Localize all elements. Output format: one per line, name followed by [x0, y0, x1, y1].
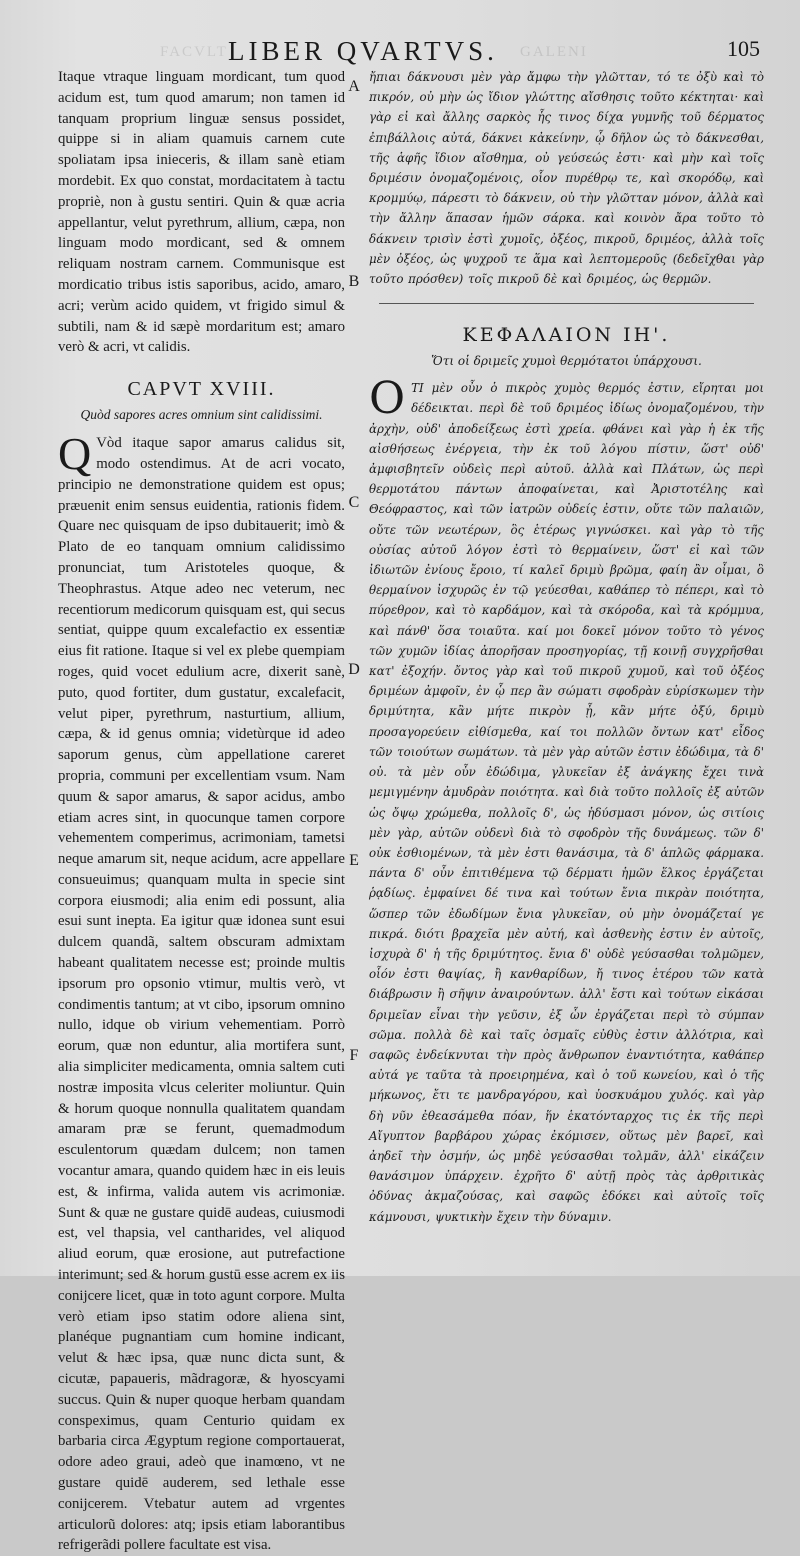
latin-paragraph-1: Itaque vtraque linguam mordicant, tum quod acidum est, tum quod amarum; non tamen id tanquam proprium linguæ sensus possidet, quippe si in aliam quamuis carnem cute spoliatam ipsa inieceris, & illam sanè etiam mordebit. Ex quo constat, mordacitatem à tactu propriè, non à gustu sentiri. Quin & quæ acria appellantur, velut pyrethrum, allium, cæpa, non linguam modo mordicant, sed & omnem reliquam nostram carnem. Communisque est mordicatio tribus istis saporibus, acido, amaro, acri; verùm acido quidem, vt frigido simul & subtili, nam & id sæpè mordaritum est; amaro verò & acri, vt calidis.	[58, 69, 345, 356]
bleed-through-text-right: GALENI	[520, 44, 588, 60]
latin-drop-cap: Q	[58, 428, 92, 480]
running-title: LIBER QVARTVS.	[228, 36, 498, 66]
section-rule	[379, 303, 754, 304]
latin-column	[58, 67, 345, 1554]
margin-marker-a: A	[348, 78, 360, 95]
greek-drop-cap: Ο	[369, 373, 406, 425]
margin-marker-c: C	[348, 494, 360, 511]
page-number: 105	[727, 36, 760, 61]
page-header	[0, 30, 800, 70]
latin-chapter-subtitle: Quòd sapores acres omnium sint calidissimi.	[80, 407, 323, 423]
greek-paragraph-1: ἤπιαι δάκνουσι μὲν γὰρ ἄμφω τὴν γλῶτταν, τό τε ὀξὺ καὶ τὸ πικρόν, οὐ μὴν ὡς ἴδιον γλώττης αἴσθησις τοῦτο κέκτηται· καὶ γὰρ εἰ καὶ ἄλλης σαρκὸς ἧς τινος δίχα γυμνῆς τοῦ δέρματος ἐπιβάλλοις αὐτά, δάκνει κἀκείνην, ᾧ δῆλον ὡς τὸ δάκνεσθαι, τῆς ἁφῆς ἴδιον αἴσθημα, οὐ γεύσεώς ἐστι· καὶ μὴν καὶ τοῖς δριμέσιν ὀνομαζομένοις, οἷον πυρέθρῳ τε, καὶ σκορόδῳ, καὶ κρομμύῳ, πάρεστι τὸ δάκνειν, οὐ τὴν γλῶτταν μόνον, ἀλλὰ καὶ τὴν ἄλλην ἅπασαν ἡμῶν σάρκα. καὶ κοινὸν ἄρα τοῦτο τὸ δάκνειν τρισὶν ἐστὶ χυμοῖς, ὀξέος, πικροῦ, δριμέος, ἀλλὰ τοῖς μὲν ὀξέος, ὡς ψυχροῦ τε ἅμα καὶ λεπτομεροῦς (δεδεῖχθαι γὰρ τοῦτο πρόσθεν) τοῖς πικροῦ δὲ καὶ δριμέος, ὡς θερμῶν.	[369, 70, 764, 287]
greek-chapter-subtitle: Ὅτι οἱ δριμεῖς χυμοὶ θερμότατοι ὑπάρχουσι.	[431, 354, 702, 369]
greek-column	[369, 67, 764, 1272]
latin-chapter-body	[58, 428, 345, 1556]
latin-intro	[58, 67, 345, 358]
greek-paragraph-2: ΤΙ μὲν οὖν ὁ πικρὸς χυμὸς θερμός ἐστιν, εἴρηται μοι δέδεικται. περὶ δὲ τοῦ δριμέος ἰδίως ὀνομαζομένου, τὴν ἀρχὴν, οὐδ' ἀποδείξεως ἐστὶ χρεία. φθάνει καὶ γὰρ ἡ ἐκ τῆς αἰσθήσεως ἐνέργεια, τὴν ἐκ τοῦ λόγου πίστιν, ὥστ' οὐδ' ἀμφισβητεῖν οὐδεὶς περὶ αὐτοῦ. ἀλλὰ καὶ Πλάτων, ὡς περὶ θερμοτάτου πάντων ἀποφαίνεται, καὶ Ἀριστοτέλης καὶ Θεόφραστος, καὶ τῶν ἰατρῶν οὐδείς ἐστιν, οὔτε τῶν παλαιῶν, οὔτε τῶν νεωτέρων, ὃς ἑτέρως γιγνώσκει. καὶ γὰρ τὸ τῆς οὐσίας αὐτοῦ λόγον ἐστὶ τὸ θερμαίνειν, ὥστ' εἰ καὶ τῶν ἰδιωτῶν ἐνίους ἔροιο, τί καλεῖ δριμὺ βρῶμα, φαίη ἂν οἶμαι, ὃ θερμαίνον ἰσχυρῶς ἐν τῷ γεύεσθαι, καθάπερ τὸ πέπερι, καὶ τὸ πύρεθρον, καὶ τὸ καρδάμον, καὶ τὰ σκόροδα, καὶ τὰ κρόμμυα, καὶ πάνθ' ὅσα τοιαῦτα. καί μοι δοκεῖ μόνον τοῦτο τὸ γένος τῶν χυμῶν ἰδίας ἀπορῆσαν προσηγορίας, τῇ κοινῇ συγχρῆσθαι κατ' ἐξοχήν. ὄντος γὰρ καὶ τοῦ πικροῦ χυμοῦ, καὶ τοῦ ὀξέος δριμέων ἀμφοῖν, ἐν ᾧ περ ἂν σώματι σφοδρὰν εὑρίσκωμεν τὴν δριμύτητα, κἂν μήτε πικρὸν ᾖ, κἂν μήτε ὀξύ, δριμὺ προσαγορεύειν εἰθίσμεθα, καί τοι πολλῶν ὄντων κατ' εἶδος τῶν τοιούτων σωμάτων. τὰ μὲν γὰρ αὐτῶν ἐστιν ἐδώδιμα, τὰ δ' οὐ. τὰ μὲν οὖν ἐδώδιμα, γλυκεῖαν ἐξ ἀνάγκης ἔχει τινὰ μεμιγμένην ἀμυδρὰν ποιότητα. καὶ διὰ τοῦτο πολλοῖς ἐξ αὐτῶν ὡς ὄψῳ χρώμεθα, πολλοῖς δ', ὡς ἡδύσμασι μόνον, ὡς σιτίοις μὲν γὰρ, αὐτῶν οὐδενὶ διὰ τὸ σφοδρὸν τῆς δυνάμεως. τῶν δ' οὐκ ἐσθιομένων, τὰ μὲν ἐστι θανάσιμα, τὰ δ' ἁπλῶς φάρμακα. πάντα δ' οὖν ἐπιτιθέμενα τῷ δέρματι ἡμῶν ἕλκος ἐργάζεται ῥᾳδίως. ἐμφαίνει δέ τινα καὶ τούτων ἔνια πικρὰν ποιότητα, ὥσπερ τῶν ἐδωδίμων ἔνια γλυκεῖαν, οὐ μὴν ὀνομάζεταί γε πικρά. διότι βραχεῖα μὲν αὐτή, καὶ ἀσθενὴς ἐστιν ἐν αὐτοῖς, ἰσχυρὰ δ' ἡ τῆς δριμύτητος. ἔνια δ' οὐδὲ γεύσασθαι τολμῶμεν, οἷόν ἐστι θαψίας, ἢ κανθαρίδων, ἤ τινος ἑτέρου τῶν κατὰ διάβρωσιν ἢ σῆψιν ἀναιρούντων. ἀλλ' ἔστι καὶ τούτων εἰκάσαι δριμεῖαν εἶναι τὴν γεῦσιν, ἐξ ὧν ἐργάζεται περὶ τὸ σύμπαν σῶμα. πολλὰ δὲ καὶ ταῖς ὀσμαῖς εὐθὺς ἐστιν ἀλλότρια, καὶ σαφῶς ἐνδείκνυται τὴν πρὸς ἄνθρωπον ἐναντιότητα, καθάπερ αὐτά γε ταῦτα τὰ προειρημένα, καὶ ὁ τοῦ κωνείου, καὶ ὁ τῆς μήκωνος, ἔτι τε μανδραγόρου, καὶ ὑοσκυάμου χυλός. καὶ γὰρ δὴ νῦν ἐθεασάμεθα πόαν, ἥν ἑκατόνταρχος τις ἐκ τῆς περὶ Αἴγυπτον βαρβάρου χώρας ἐκόμισεν, οὕτως μὲν βαρεῖ, καὶ ἀηδεῖ τὴν ὀσμήν, ὡς μηδὲ γεύσασθαι τολμᾶν, ἀλλ' εἰκάζειν θανάσιμον ὑπάρχειν. ἐχρῆτο δ' αὐτῇ πρὸς τὰς ἀρθριτικὰς ὀδύνας ἀκμαζούσας, καὶ σαφῶς ἐδόκει καὶ αὐτοῖς τοῖς κάμνουσι, ψυκτικὴν ἔχειν τὴν δύναμιν.	[369, 381, 764, 1224]
margin-marker-f: F	[349, 1047, 359, 1064]
bleed-through-text-left: FACVLT	[160, 44, 228, 60]
margin-marker-b: B	[348, 273, 360, 290]
greek-chapter-body	[369, 373, 764, 1227]
margin-marker-e: E	[349, 852, 359, 869]
latin-paragraph-2: Vòd itaque sapor amarus calidus sit, modo ostendimus. At de acri vocato, principio ne demonstratione quidem est opus; præuenit enim sensus euidentia, rationis fidem. Quare nec quisquam de ipso dubitauerit; imò & Plato de eo tanquam omnium calidissimo pronunciat, tum Aristoteles quoque, & Theophrastus. Atque adeo nec veterum, nec recentiorum medicorum quisquam est, qui secus sentiat, quippe quum excalefactio ex essentiæ eius fit ratione. Itaque si vel ex plebe quempiam roges, quid vocet edulium acre, dixerit sanè, puto, quod fortiter, dum gustatur, excalefacit, velut piper, pyrethrum, nasturtium, allium, cæpa, & id genus omnia; videtùrque id adeo saporum genus, cùm appellatione careret propria, communi per excellentiam vsum. Nam quum & sapor amarus, & sapor acidus, ambo etiam acres sint, in quocunque tamen corpore vehementem comperimus, acrimoniam, tametsi neque amarum sit, neque acidum, acre appellare consueuimus; quanquam multa in specie sint corpora eiusmodi; alia enim edi possunt, alia esui sunt inepta. Ea igitur quæ idonea sunt esui dulcem quandã, saltem obscuram admixtam habeant qualitatem necesse est; proinde multis ipsorum pro opsonio vtimur, multis verò, vt condimentis tantum; at vt cibo, ipsorum omnino nullo, idque ob virium vehementiam. Porrò eorum, quæ non eduntur, alia mortifera sunt, alia simpliciter medicamenta, omnia saltem cuti nostræ imposita vlcus celeriter moliuntur. Quin & horum quoque nonnulla qualitatem quandam amaram præ se ferunt, quemadmodum esculentorum quædam dulcem; non tamen vocantur amara, quando quidem hæc in eis leuis est, & infirma, valida autem vis acrimoniæ. Sunt & quæ ne gustare quidē audeas, cuiusmodi est, vel thapsia, vel cantharides, vel aliquod aliud eorum, quæ erosione, aut putrefactione interimunt; sed & horum gustū esse acrem ex iis conijcere licet, quæ in toto agunt corpore. Multa verò etiam ipso statim odore aliena sint, planéque pugnantiam cum homine indicant, velut & hæc ipsa, quæ nunc dicta sunt, & cicutæ, papaueris, mãdragoræ, & hyoscyami succus. Quin & nuper quoque herbam quandam conspeximus, quam Centurio quidam ex barbaria circa Ægyptum regione comportauerat, odore adeo graui, adeò que inamœno, vt ne gustare quidē auderem, sed lethale esse conijcerem. Vtebatur autem ad vrgentes articulorũ dolores: atq; ipsis etiam laborantibus refrigerãdi pollere facultate est visa.	[58, 435, 345, 1554]
margin-marker-d: D	[348, 661, 360, 678]
latin-chapter-title: CAPVT XVIII.	[127, 378, 276, 401]
greek-chapter-title: ΚΕΦΑΛΑΙΟΝ ΙΗ'.	[462, 324, 671, 347]
